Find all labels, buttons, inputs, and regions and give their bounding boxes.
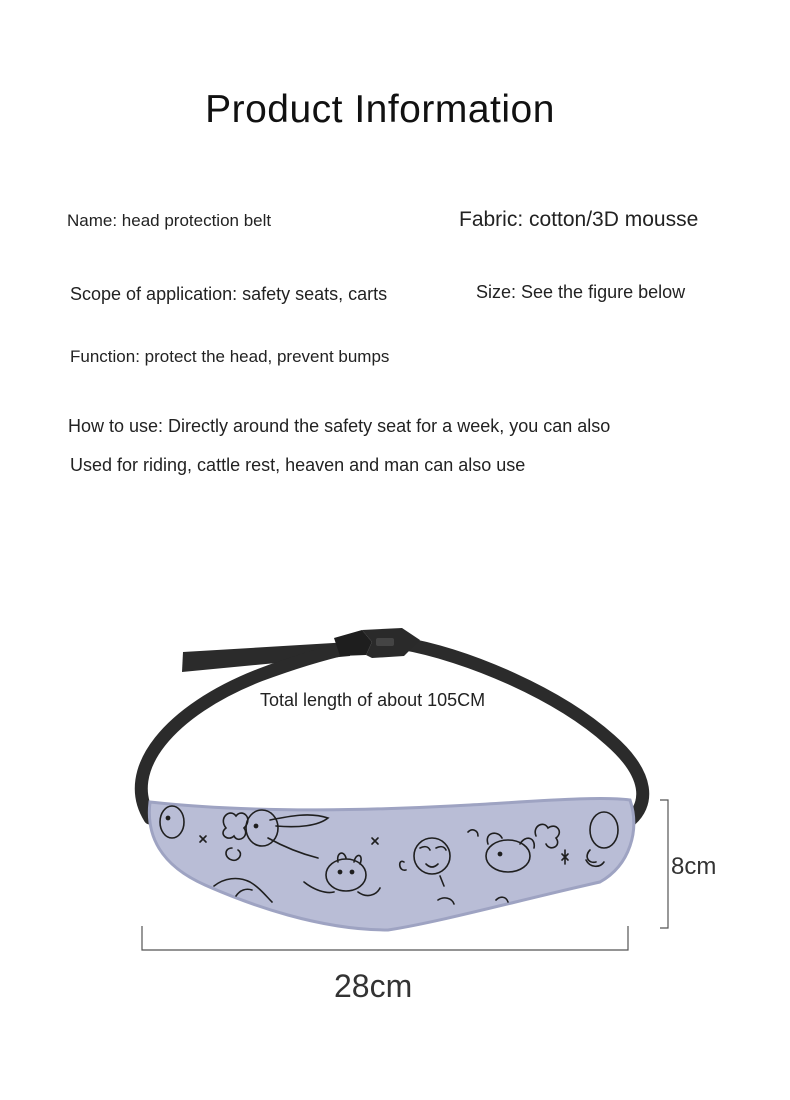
product-fabric: Fabric: cotton/3D mousse xyxy=(459,208,699,231)
product-scope: Scope of application: safety seats, carts xyxy=(70,284,388,304)
how-to-use-line-2: Used for riding, cattle rest, heaven and man can also use xyxy=(70,455,526,475)
total-length-label: Total length of about 105CM xyxy=(260,690,486,710)
product-size: Size: See the figure below xyxy=(476,282,686,302)
height-dimension-line xyxy=(660,800,668,928)
height-label: 8cm xyxy=(671,853,717,880)
head-pad xyxy=(149,799,633,930)
product-function: Function: protect the head, prevent bumps xyxy=(70,347,390,366)
page-title: Product Information xyxy=(205,88,555,131)
strap-loop-right xyxy=(400,643,643,822)
product-name: Name: head protection belt xyxy=(67,211,272,230)
how-to-use-line-1: How to use: Directly around the safety seat for a week, you can also xyxy=(68,416,611,436)
width-label: 28cm xyxy=(334,968,413,1004)
strap-loop xyxy=(141,647,352,818)
buckle-icon xyxy=(334,628,420,658)
